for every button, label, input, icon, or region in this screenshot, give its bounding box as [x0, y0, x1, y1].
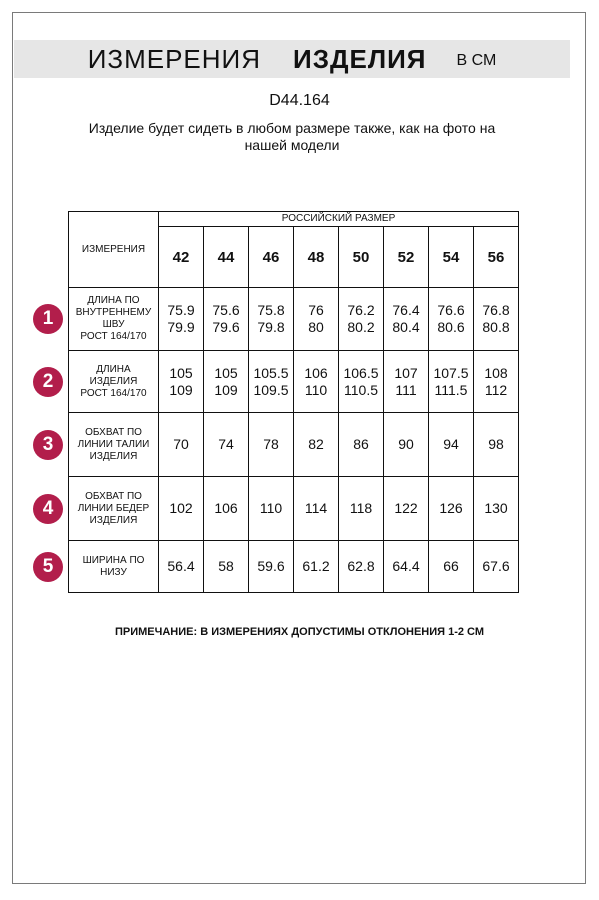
table-cell — [339, 351, 384, 413]
table-row — [69, 541, 519, 593]
row-label-line: ОБХВАТ ПО — [85, 490, 142, 502]
cell-value: 79.9 — [167, 319, 195, 335]
row-number-badge: 1 — [33, 304, 63, 334]
cell-value: 78 — [263, 436, 279, 452]
table-cell — [474, 288, 519, 351]
cell-value: 108 — [484, 364, 508, 381]
table-cell — [294, 541, 339, 593]
table-cell — [384, 288, 429, 351]
cell-value: 111.5 — [434, 381, 468, 398]
row-number-badge: 4 — [33, 494, 63, 524]
row-label-line: ЛИНИИ БЕДЕР — [77, 502, 150, 514]
cell-value: 112 — [484, 381, 508, 398]
table-row — [69, 288, 519, 351]
title-unit: В СМ — [456, 52, 497, 69]
cell-value: 98 — [488, 436, 504, 452]
cell-value: 82 — [308, 436, 324, 452]
row-number-badge: 3 — [33, 430, 63, 460]
table-cell — [249, 541, 294, 593]
title-banner — [14, 40, 570, 78]
size-header-50: 50 — [339, 227, 384, 288]
table-cell — [159, 288, 204, 351]
cell-value: 80.4 — [392, 319, 420, 335]
table-cell — [384, 541, 429, 593]
cell-value: 80.2 — [347, 319, 375, 335]
cell-value: 59.6 — [257, 558, 285, 574]
cell-value: 75.9 — [167, 302, 195, 318]
cell-value: 76.4 — [392, 302, 420, 318]
cell-value: 106 — [214, 500, 238, 516]
russian-size-header: РОССИЙСКИЙ РАЗМЕР — [159, 212, 519, 227]
row-label-line: ШВУ — [102, 319, 125, 330]
cell-value: 86 — [353, 436, 369, 452]
row-label-line: НИЗУ — [100, 566, 127, 578]
table-cell — [249, 477, 294, 541]
table-cell — [159, 351, 204, 413]
cell-value: 76.2 — [347, 302, 375, 318]
cell-value: 66 — [443, 558, 459, 574]
cell-value: 105 — [169, 364, 193, 381]
table-cell — [249, 288, 294, 351]
cell-value: 114 — [304, 500, 328, 516]
row-label-line: ЛИНИИ ТАЛИИ — [77, 438, 150, 450]
row-label-line: ДЛИНА ПО — [87, 295, 140, 306]
cell-value: 58 — [218, 558, 234, 574]
table-cell — [429, 413, 474, 477]
cell-value: 56.4 — [167, 558, 195, 574]
table-cell — [159, 413, 204, 477]
table-cell — [339, 541, 384, 593]
row-label — [69, 288, 159, 351]
table-cell — [204, 413, 249, 477]
row-label — [69, 541, 159, 593]
table-cell — [429, 351, 474, 413]
size-header-48: 48 — [294, 227, 339, 288]
row-label-line: ИЗДЕЛИЯ — [89, 514, 138, 526]
size-header-52: 52 — [384, 227, 429, 288]
cell-value: 79.8 — [257, 319, 285, 335]
row-label — [69, 351, 159, 413]
cell-value: 94 — [443, 436, 459, 452]
row-number-badge: 5 — [33, 552, 63, 582]
cell-value: 80.6 — [437, 319, 465, 335]
cell-value: 118 — [349, 500, 373, 516]
table-cell — [339, 288, 384, 351]
cell-value: 76.8 — [482, 302, 510, 318]
cell-value: 105.5 — [253, 364, 289, 381]
table-cell — [294, 477, 339, 541]
table-cell — [204, 477, 249, 541]
cell-value: 111 — [395, 381, 417, 398]
size-table — [68, 211, 519, 593]
cell-value: 110.5 — [344, 381, 378, 398]
cell-value: 126 — [439, 500, 463, 516]
size-header-46: 46 — [249, 227, 294, 288]
table-cell — [204, 541, 249, 593]
row-label-line: ОБХВАТ ПО — [85, 426, 142, 438]
table-cell — [339, 477, 384, 541]
row-label-line: ШИРИНА ПО — [82, 554, 145, 566]
tolerance-note: ПРИМЕЧАНИЕ: В ИЗМЕРЕНИЯХ ДОПУСТИМЫ ОТКЛОНЕНИЯ 1-2 СМ — [114, 626, 485, 638]
size-header-44: 44 — [204, 227, 249, 288]
title-word-product: ИЗДЕЛИЯ — [293, 43, 427, 74]
table-cell — [294, 413, 339, 477]
cell-value: 110 — [259, 500, 283, 516]
row-label-line: ДЛИНА — [96, 363, 131, 375]
table-cell — [474, 413, 519, 477]
table-cell — [159, 477, 204, 541]
table-cell — [249, 351, 294, 413]
table-row — [69, 351, 519, 413]
cell-value: 109 — [214, 381, 238, 398]
table-cell — [204, 288, 249, 351]
title-word-measurements: ИЗМЕРЕНИЯ — [87, 43, 262, 74]
row-label — [69, 477, 159, 541]
table-cell — [384, 351, 429, 413]
table-cell — [429, 288, 474, 351]
cell-value: 74 — [218, 436, 234, 452]
size-header-56: 56 — [474, 227, 519, 288]
cell-value: 62.8 — [347, 558, 375, 574]
row-label-line: ВНУТРЕННЕМУ — [75, 307, 152, 318]
size-header-42: 42 — [159, 227, 204, 288]
table-row — [69, 477, 519, 541]
measurements-header: ИЗМЕРЕНИЯ — [69, 212, 159, 288]
row-label-line: ИЗДЕЛИЯ — [89, 450, 138, 462]
row-label-line: ИЗДЕЛИЯ — [89, 375, 138, 387]
size-table-body — [69, 288, 519, 593]
row-label-line: РОСТ 164/170 — [80, 387, 147, 399]
product-code: D44.164 — [269, 92, 330, 109]
table-cell — [204, 351, 249, 413]
cell-value: 105 — [214, 364, 238, 381]
cell-value: 75.8 — [257, 302, 285, 318]
cell-value: 64.4 — [392, 558, 420, 574]
cell-value: 106 — [304, 364, 328, 381]
table-cell — [339, 413, 384, 477]
cell-value: 130 — [484, 500, 508, 516]
table-cell — [429, 477, 474, 541]
table-cell — [294, 288, 339, 351]
cell-value: 80.8 — [482, 319, 510, 335]
cell-value: 102 — [169, 500, 193, 516]
cell-value: 80 — [308, 319, 324, 335]
cell-value: 107.5 — [433, 364, 469, 381]
cell-value: 109.5 — [253, 381, 289, 398]
cell-value: 109 — [169, 381, 193, 398]
cell-value: 122 — [394, 500, 418, 516]
cell-value: 79.6 — [212, 319, 240, 335]
cell-value: 107 — [394, 364, 418, 381]
table-cell — [249, 413, 294, 477]
table-cell — [474, 477, 519, 541]
table-cell — [384, 477, 429, 541]
row-label-line: РОСТ 164/170 — [80, 331, 147, 342]
table-cell — [474, 541, 519, 593]
size-header-54: 54 — [429, 227, 474, 288]
table-cell — [429, 541, 474, 593]
row-number-badge: 2 — [33, 367, 63, 397]
table-cell — [474, 351, 519, 413]
cell-value: 76.6 — [437, 302, 465, 318]
cell-value: 75.6 — [212, 302, 240, 318]
cell-value: 67.6 — [482, 558, 510, 574]
table-cell — [294, 351, 339, 413]
cell-value: 110 — [304, 381, 328, 398]
table-row — [69, 413, 519, 477]
cell-value: 76 — [308, 302, 324, 318]
row-label — [69, 413, 159, 477]
table-cell — [159, 541, 204, 593]
fit-note: Изделие будет сидеть в любом размере также, как на фото на нашей модели — [88, 120, 496, 153]
cell-value: 70 — [173, 436, 189, 452]
cell-value: 106.5 — [343, 364, 379, 381]
table-cell — [384, 413, 429, 477]
cell-value: 90 — [398, 436, 414, 452]
cell-value: 61.2 — [302, 558, 330, 574]
